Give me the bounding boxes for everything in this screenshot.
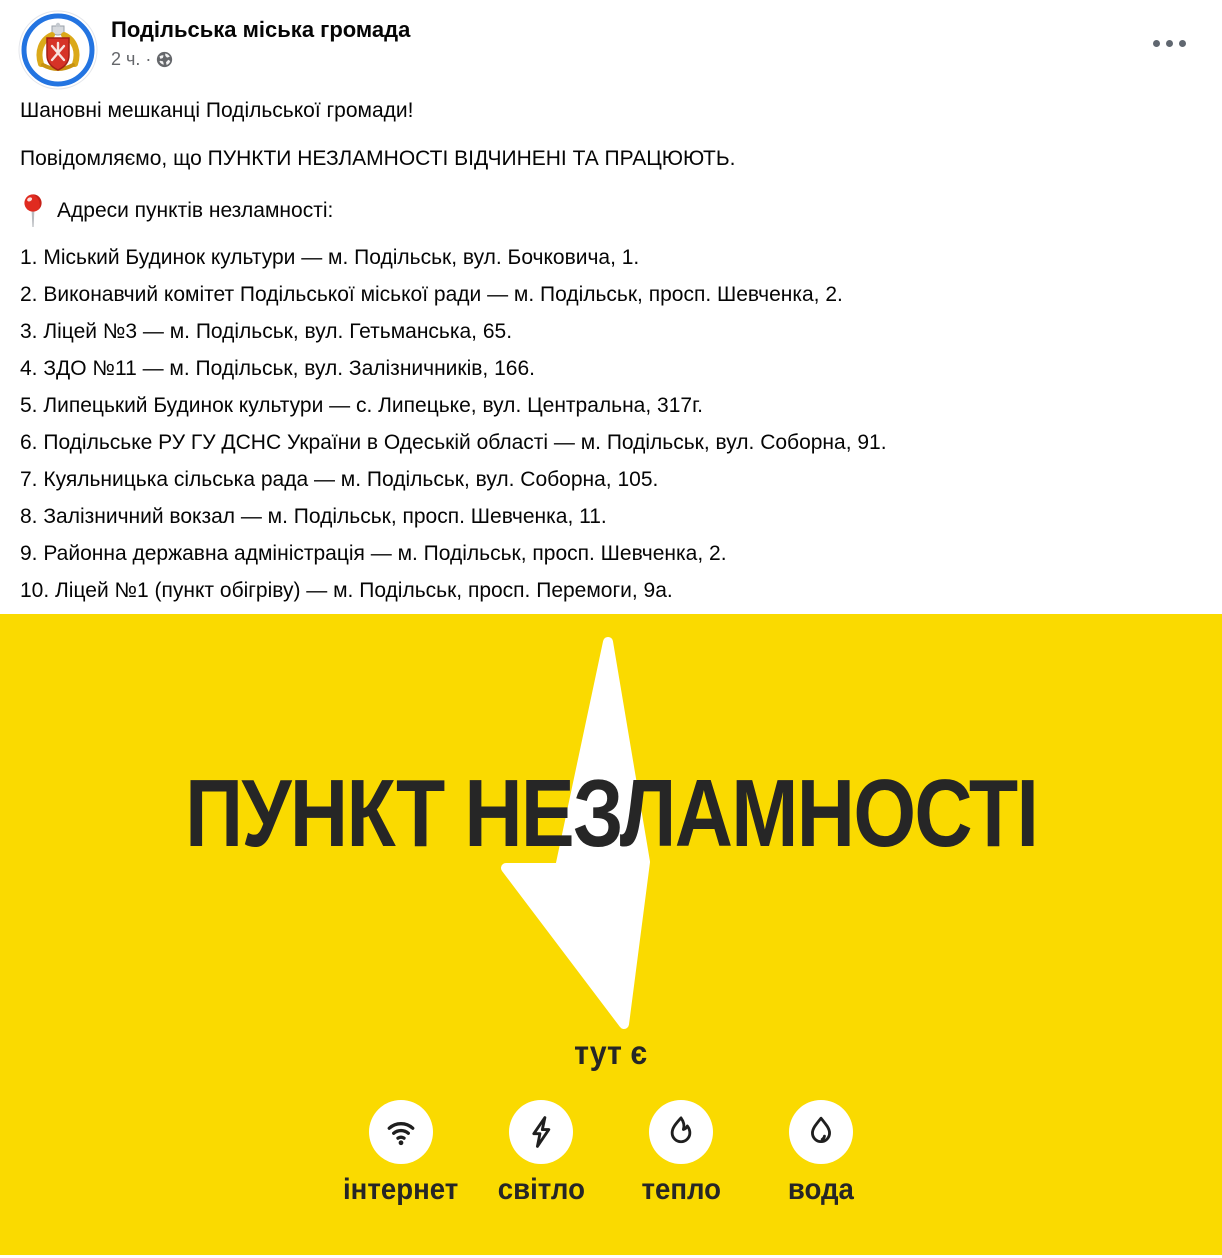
greeting-text: Шановні мешканці Подільської громади! — [20, 99, 414, 122]
address-item: 9. Районна державна адміністрація — м. Подільськ, просп. Шевченка, 2. — [20, 542, 727, 565]
pushpin-icon — [20, 193, 46, 229]
post-header — [0, 0, 1222, 90]
address-item: 4. ЗДО №11 — м. Подільськ, вул. Залізничників, 166. — [20, 357, 535, 380]
addresses-heading: Адреси пунктів незламності: — [57, 199, 334, 222]
drop-icon — [803, 1114, 839, 1150]
post-image-banner[interactable] — [0, 614, 1222, 1255]
feature-item-internet — [331, 1100, 471, 1207]
addresses-list — [20, 239, 1202, 609]
post-menu-button[interactable] — [1145, 32, 1194, 55]
avatar[interactable] — [18, 10, 98, 90]
meta-separator: · — [145, 49, 152, 69]
address-item: 7. Куяльницька сільська рада — м. Подільськ, вул. Соборна, 105. — [20, 468, 659, 491]
feature-item-heat — [611, 1100, 751, 1207]
address-item: 1. Міський Будинок культури — м. Подільськ, вул. Бочковича, 1. — [20, 246, 640, 269]
post-timestamp[interactable]: 2 ч. — [111, 49, 141, 69]
feature-label: інтернет — [343, 1173, 459, 1206]
community-emblem-icon — [18, 10, 98, 90]
address-item: 2. Виконавчий комітет Подільської міської ради — м. Подільськ, просп. Шевченка, 2. — [20, 283, 843, 306]
address-item: 10. Ліцей №1 (пункт обігріву) — м. Подільськ, просп. Перемоги, 9а. — [20, 579, 673, 602]
feature-item-light — [471, 1100, 611, 1207]
header-text — [111, 10, 410, 70]
post-meta — [111, 49, 410, 70]
lightning-icon — [523, 1114, 559, 1150]
flame-icon — [663, 1114, 699, 1150]
globe-icon — [156, 51, 173, 68]
address-item: 5. Липецький Будинок культури — с. Липецьке, вул. Центральна, 317г. — [20, 394, 704, 417]
address-item: 8. Залізничний вокзал — м. Подільськ, просп. Шевченка, 11. — [20, 505, 607, 528]
banner-title: ПУНКТ НЕЗЛАМНОСТІ — [184, 760, 1038, 867]
address-item: 6. Подільське РУ ГУ ДСНС України в Одеській області — м. Подільськ, вул. Соборна, 91. — [20, 431, 887, 454]
announcement-text: Повідомляємо, що ПУНКТИ НЕЗЛАМНОСТІ ВІДЧИНЕНІ ТА ПРАЦЮЮТЬ. — [20, 147, 736, 170]
wifi-icon — [382, 1113, 420, 1151]
feature-label: тепло — [641, 1173, 721, 1206]
feature-label: вода — [788, 1173, 854, 1206]
banner-subtitle: тут є — [574, 1034, 648, 1071]
address-item: 3. Ліцей №3 — м. Подільськ, вул. Гетьманська, 65. — [20, 320, 513, 343]
feature-label: світло — [497, 1173, 585, 1206]
feature-item-water — [751, 1100, 891, 1207]
post-text — [0, 90, 1222, 609]
banner-features — [0, 1100, 1222, 1207]
ellipsis-icon — [1153, 40, 1186, 47]
page-name[interactable]: Подільська міська громада — [111, 17, 411, 42]
